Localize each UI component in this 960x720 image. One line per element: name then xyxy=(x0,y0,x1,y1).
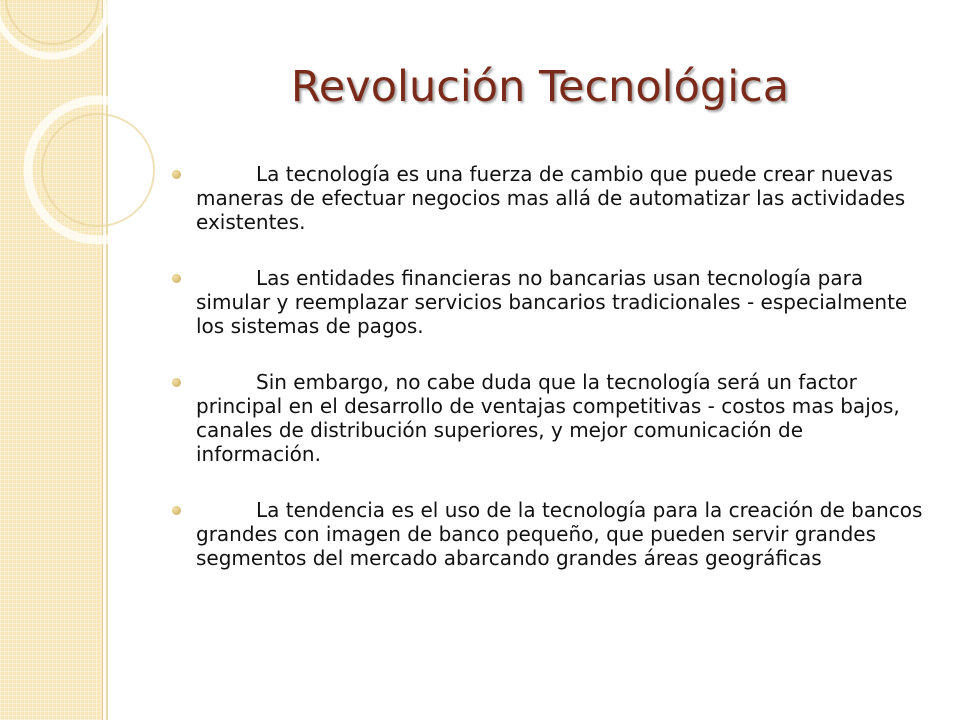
bullet-text: Sin embargo, no cabe duda que la tecnología será un factor principal en el desarrollo de ventajas competitivas - costos mas bajos, canales de distribución superiores, y mejor comunicación de información. xyxy=(196,370,900,466)
bullet-text: La tendencia es el uso de la tecnología para la creación de bancos grandes con imagen de banco pequeño, que pueden servir grandes segmentos del mercado abarcando grandes áreas geográficas xyxy=(196,498,923,570)
bullet-text: Las entidades financieras no bancarias usan tecnología para simular y reemplazar servicios bancarios tradicionales - especialmente los sistemas de pagos. xyxy=(196,266,908,338)
slide-title: Revolución Tecnológica xyxy=(290,62,790,112)
list-item xyxy=(172,370,932,466)
bullet-icon xyxy=(172,506,181,515)
bullet-icon xyxy=(172,170,181,179)
list-item xyxy=(172,162,932,234)
bullet-text: La tecnología es una fuerza de cambio que puede crear nuevas maneras de efectuar negocios mas allá de automatizar las actividades existentes. xyxy=(196,162,906,234)
decorative-circle-icon xyxy=(0,0,200,260)
bullet-list xyxy=(172,162,932,602)
list-item xyxy=(172,266,932,338)
list-item xyxy=(172,498,932,570)
bullet-icon xyxy=(172,378,181,387)
bullet-icon xyxy=(172,274,181,283)
